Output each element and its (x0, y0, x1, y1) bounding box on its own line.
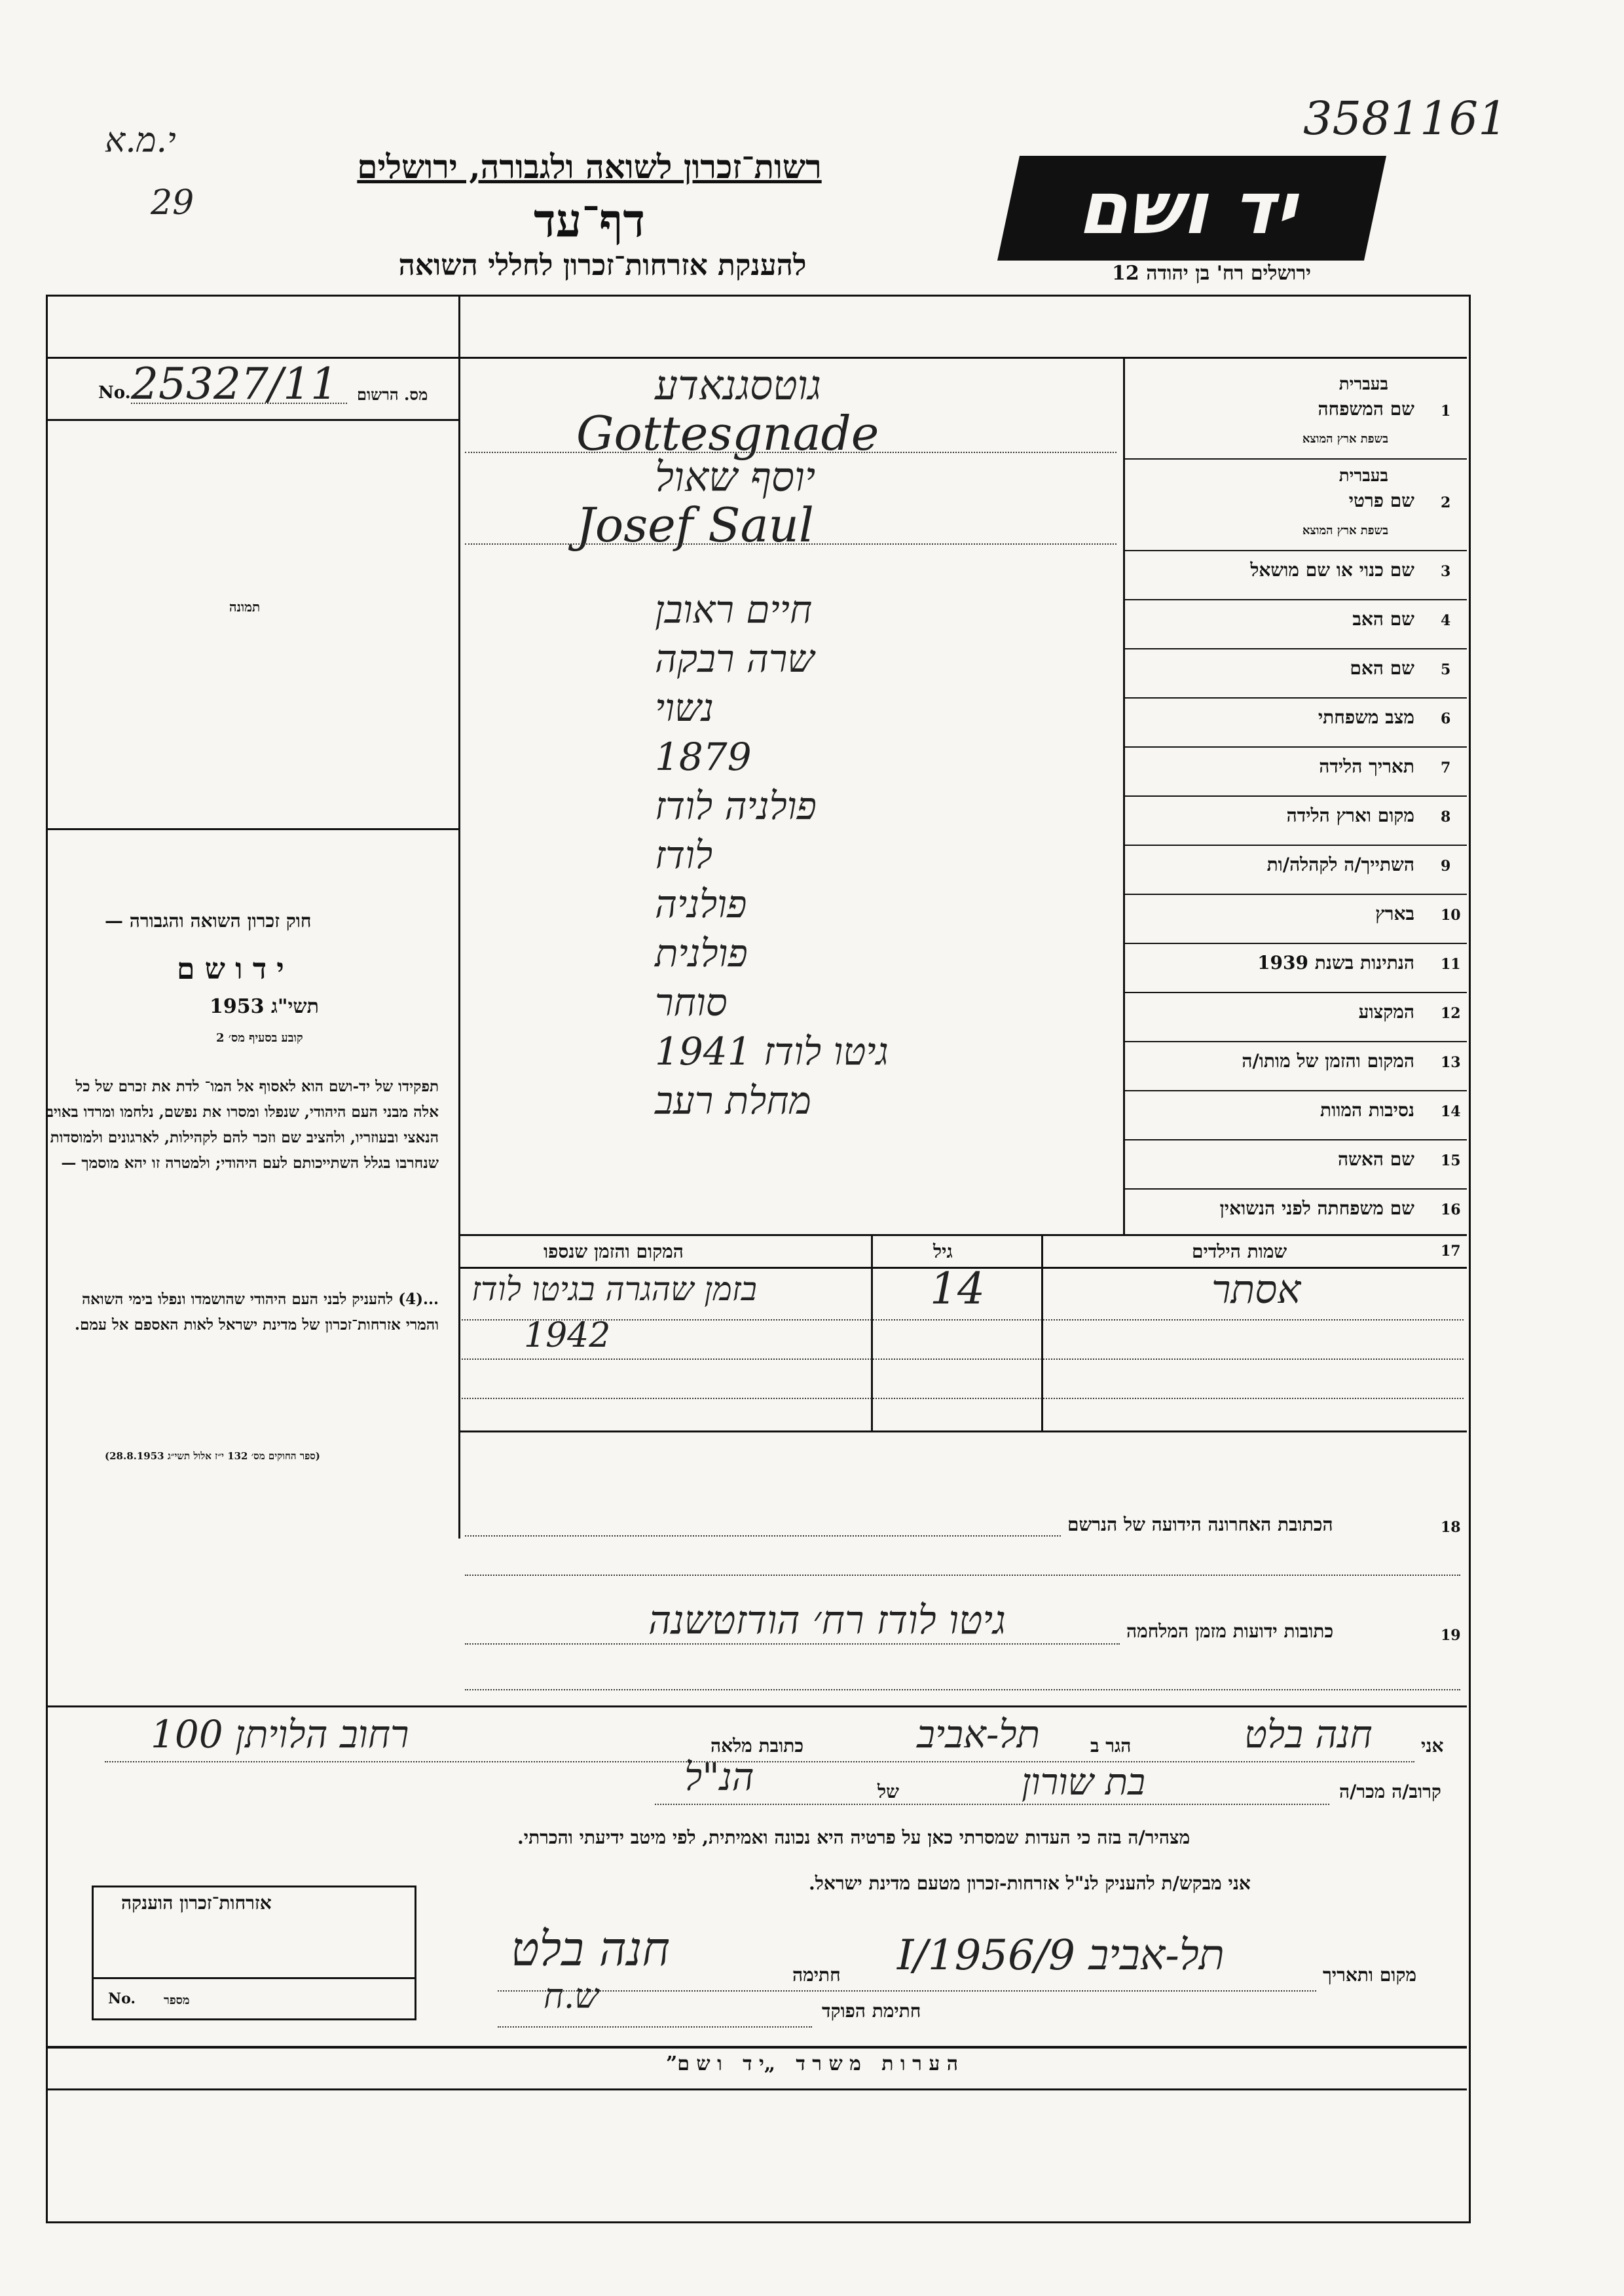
field-label: שם כנוי או שם מושאל (1250, 559, 1414, 581)
children-col-names: שמות הילדים (1192, 1241, 1287, 1262)
law-heading: חוק זכרון השואה והגבורה — (105, 910, 312, 932)
field-row-rule (1123, 697, 1467, 699)
field-label: שם המשפחה (1318, 398, 1414, 420)
law-reference: קובע בסעיף מס׳ 2 (216, 1031, 303, 1045)
decl-relative-label: קרוב/ה מכר/ה (1339, 1781, 1441, 1802)
decl-of-value: הנ"ל (684, 1755, 754, 1799)
citizenship-box-divider (92, 1977, 416, 1979)
decl-line-2 (655, 1804, 1329, 1805)
field-value: פולניה לודז (655, 784, 817, 828)
field-19-line-2 (465, 1689, 1460, 1690)
authority-name: רשות־זכרון לשואה ולגבורה, ירושלים (357, 147, 822, 186)
field-19-number: 19 (1441, 1627, 1461, 1644)
field-row-rule (1123, 992, 1467, 993)
field-19-line (465, 1643, 1120, 1645)
decl-signature-label: חתימה (792, 1964, 841, 1986)
law-footnote: (ספר החוקים מס׳ 132 י״ז אלול תשי״ג 28.8.1953) (105, 1450, 320, 1462)
remarks-top-rule (46, 2046, 1467, 2049)
field-number: 1 (1441, 403, 1451, 420)
field-sub-origin: בשפת ארץ המוצא (1302, 432, 1388, 446)
field-number: 6 (1441, 710, 1451, 727)
left-column-divider (458, 295, 460, 1539)
registration-no-value: 25327/11 (131, 359, 339, 409)
yad-vashem-address: ירושלים רח' בן יהודה 12 (1112, 262, 1311, 285)
field-row-rule (1123, 550, 1467, 551)
children-col-age: גיל (933, 1241, 953, 1262)
decl-address-value: רחוב הלויתן 100 (151, 1712, 409, 1757)
field-line (465, 543, 1116, 545)
form-title: דף־עד (533, 193, 645, 247)
field-value: חיים ראובן (655, 587, 813, 632)
corner-mark-1: י.מ.א (105, 121, 176, 160)
decl-relative-value: בת שורון (1022, 1761, 1146, 1804)
field-number: 16 (1441, 1201, 1461, 1218)
field-label: שם האב (1352, 608, 1414, 630)
decl-signature-value: חנה בלט (511, 1922, 670, 1977)
field-number: 5 (1441, 661, 1451, 678)
children-row-line-1 (462, 1319, 1464, 1321)
field-number: 10 (1441, 907, 1461, 924)
field-row-rule (1123, 1041, 1467, 1042)
field-row-rule (1123, 795, 1467, 797)
field-value: גוטסגנאדע (655, 361, 821, 409)
field-row-rule (1123, 1188, 1467, 1190)
field-label: המקצוע (1358, 1001, 1414, 1023)
children-row-line-3 (462, 1398, 1464, 1399)
decl-ani-value: חנה בלט (1244, 1712, 1373, 1757)
children-field-number: 17 (1441, 1243, 1461, 1260)
decl-request: אני מבקש/ת להעניק לנ"ל אזרחות-זכרון מטעם מדינת ישראל. (809, 1872, 1251, 1894)
field-value-origin: Josef Saul (576, 498, 814, 553)
child-age: 14 (930, 1264, 985, 1314)
children-table-top (458, 1234, 1467, 1236)
decl-address-label: כתובת מלאה (710, 1735, 804, 1757)
field-label: שם האשה (1337, 1148, 1414, 1170)
field-value: סוחר (655, 980, 728, 1025)
law-paragraph-2: ...(4) להעניק לבני העם היהודי שהושמדו ונפלו בימי השואה והמרי אזרחות־זכרון של מדינת ישראל לאות האספם אל עמם. (75, 1290, 439, 1334)
field-number: 14 (1441, 1103, 1461, 1120)
field-value-origin: Gottesgnade (576, 406, 879, 461)
field-number: 2 (1441, 494, 1451, 511)
decl-place-date-label: מקום ותאריך (1323, 1964, 1417, 1986)
decl-ani-label: אני (1421, 1735, 1444, 1757)
remarks-title: ה ע ר ו ת מ ש ר ד „י ד ו ש ם” (665, 2052, 958, 2075)
field-number: 3 (1441, 563, 1451, 580)
field-value: גיטו לודז 1941 (655, 1029, 889, 1074)
field-number: 9 (1441, 858, 1451, 875)
field-19-value: גיטו לודז רח׳ הודזטשנה (648, 1597, 1006, 1643)
field-number: 13 (1441, 1054, 1461, 1071)
children-row-line-2 (462, 1358, 1464, 1360)
field-value: נשוי (655, 685, 714, 730)
law-paragraph-1: תפקידו של יד-ושם הוא לאסוף אל המו־ לדת את זכרם של כל אלה מבני העם היהודי, שנפלו ומסרו את נפשם, נלחמו ומרדו באויב הנאצי ובעוזריו, ולהציב שם וזכר להם לקהילות, לארגונים ולמוסדות שנחרבו בגלל השתייכותם לעם היהודי; ולמטרה זו יהא מוסמך — (46, 1078, 439, 1172)
field-18-line-2 (465, 1575, 1460, 1576)
child-name: אסתר (1211, 1267, 1301, 1313)
children-col-place: המקום והזמן שנספו (544, 1241, 684, 1262)
field-18-line (465, 1535, 1061, 1537)
decl-of-label: של (877, 1781, 899, 1802)
field-row-rule (1123, 894, 1467, 895)
law-name: י ד ו ש ם (177, 953, 284, 986)
citizenship-box-title: אזרחות־זכרון הוענקה (121, 1892, 272, 1914)
field-row-rule (1123, 943, 1467, 944)
field-19-label: כתובות ידועות מזמן המלחמה (1126, 1620, 1334, 1642)
field-label: שם פרטי (1348, 490, 1414, 511)
field-number: 12 (1441, 1005, 1461, 1022)
photo-box-bottom (46, 828, 460, 830)
field-number: 15 (1441, 1152, 1461, 1169)
field-18-number: 18 (1441, 1519, 1461, 1536)
photo-label: תמונה (229, 599, 261, 615)
decl-line-1 (105, 1761, 1414, 1762)
registration-label: מס. הרשום (357, 385, 428, 404)
field-value: יוסף שאול (655, 453, 816, 501)
yad-vashem-logo: יד ושם (997, 156, 1386, 261)
decl-clerk-label: חתימת הפוקד (822, 2000, 921, 2022)
field-sub-hebrew: בעברית (1338, 374, 1388, 394)
field-value: מחלת רעב (655, 1078, 811, 1123)
field-row-rule (1123, 845, 1467, 846)
field-value: לודז (655, 833, 713, 877)
field-label: בארץ (1375, 903, 1414, 924)
remarks-header-rule (46, 2088, 1467, 2090)
decl-place-date-value: תל-אביב 9/I/1956 (897, 1931, 1225, 1980)
children-table-bottom (458, 1430, 1467, 1432)
field-value: 1879 (655, 735, 752, 779)
field-row-rule (1123, 746, 1467, 748)
field-18-label: הכתובת האחרונה הידועה של הנרשם (1067, 1514, 1333, 1535)
registration-row-bottom (46, 419, 460, 421)
children-col-divider-1 (871, 1234, 873, 1430)
field-label: שם האם (1350, 657, 1414, 679)
decl-clerk-value: ש.ח (544, 1977, 599, 2016)
registration-no-line (131, 403, 347, 404)
field-value: שרה רבקה (655, 636, 815, 681)
field-label: מצב משפחתי (1318, 706, 1414, 728)
field-label: שם משפחתה לפני הנשואין (1219, 1197, 1414, 1219)
citizenship-no-label: No. (108, 1990, 136, 2007)
field-row-rule (1123, 458, 1467, 460)
field-value: פולניה (655, 882, 747, 926)
decl-statement: מצהיר/ה בזה כי העדות שמסרתי כאן על פרטיה היא נכונה ואמיתית, לפי מיטב ידיעתי והכרתי. (517, 1827, 1190, 1848)
field-sub-origin: בשפת ארץ המוצא (1302, 524, 1388, 538)
field-number: 4 (1441, 612, 1451, 629)
field-label: הנתינות בשנת 1939 (1257, 952, 1414, 974)
registration-no-label: No. (98, 383, 131, 403)
child-date: 1942 (524, 1316, 611, 1355)
field-number: 8 (1441, 809, 1451, 826)
archive-stamp-number: 3581161 (1303, 92, 1507, 145)
law-year: תשי"ג 1953 (210, 995, 319, 1018)
field-value: פולנית (655, 931, 748, 975)
field-number: 11 (1441, 956, 1461, 973)
field-row-rule (1123, 1090, 1467, 1091)
field-label: נסיבות המוות (1320, 1099, 1414, 1121)
declaration-top-rule (46, 1705, 1467, 1707)
decl-line-3 (498, 1990, 1316, 1992)
field-label: השתייך/ה לקהלה/ות (1266, 854, 1414, 875)
field-sub-hebrew: בעברית (1338, 466, 1388, 486)
field-label: המקום והזמן של מותו/ה (1242, 1050, 1414, 1072)
child-place: בזמן שהגרה בגיטו לודז (471, 1270, 757, 1308)
children-col-divider-2 (1041, 1234, 1043, 1430)
form-subtitle: להענקת אזרחות־זכרון לחללי השואה (398, 249, 807, 282)
field-row-rule (1123, 1139, 1467, 1140)
corner-mark-2: 29 (151, 183, 194, 223)
decl-resides-value: תל-אביב (917, 1712, 1041, 1757)
decl-resides-label: הגר ב (1090, 1735, 1132, 1757)
field-label: תאריך הלידה (1319, 756, 1414, 777)
field-label: מקום וארץ הלידה (1286, 805, 1414, 826)
decl-line-4 (498, 2026, 812, 2028)
field-row-rule (1123, 599, 1467, 600)
field-number: 7 (1441, 759, 1451, 776)
field-row-rule (1123, 648, 1467, 649)
citizenship-number-label: מספר (164, 1994, 190, 2007)
